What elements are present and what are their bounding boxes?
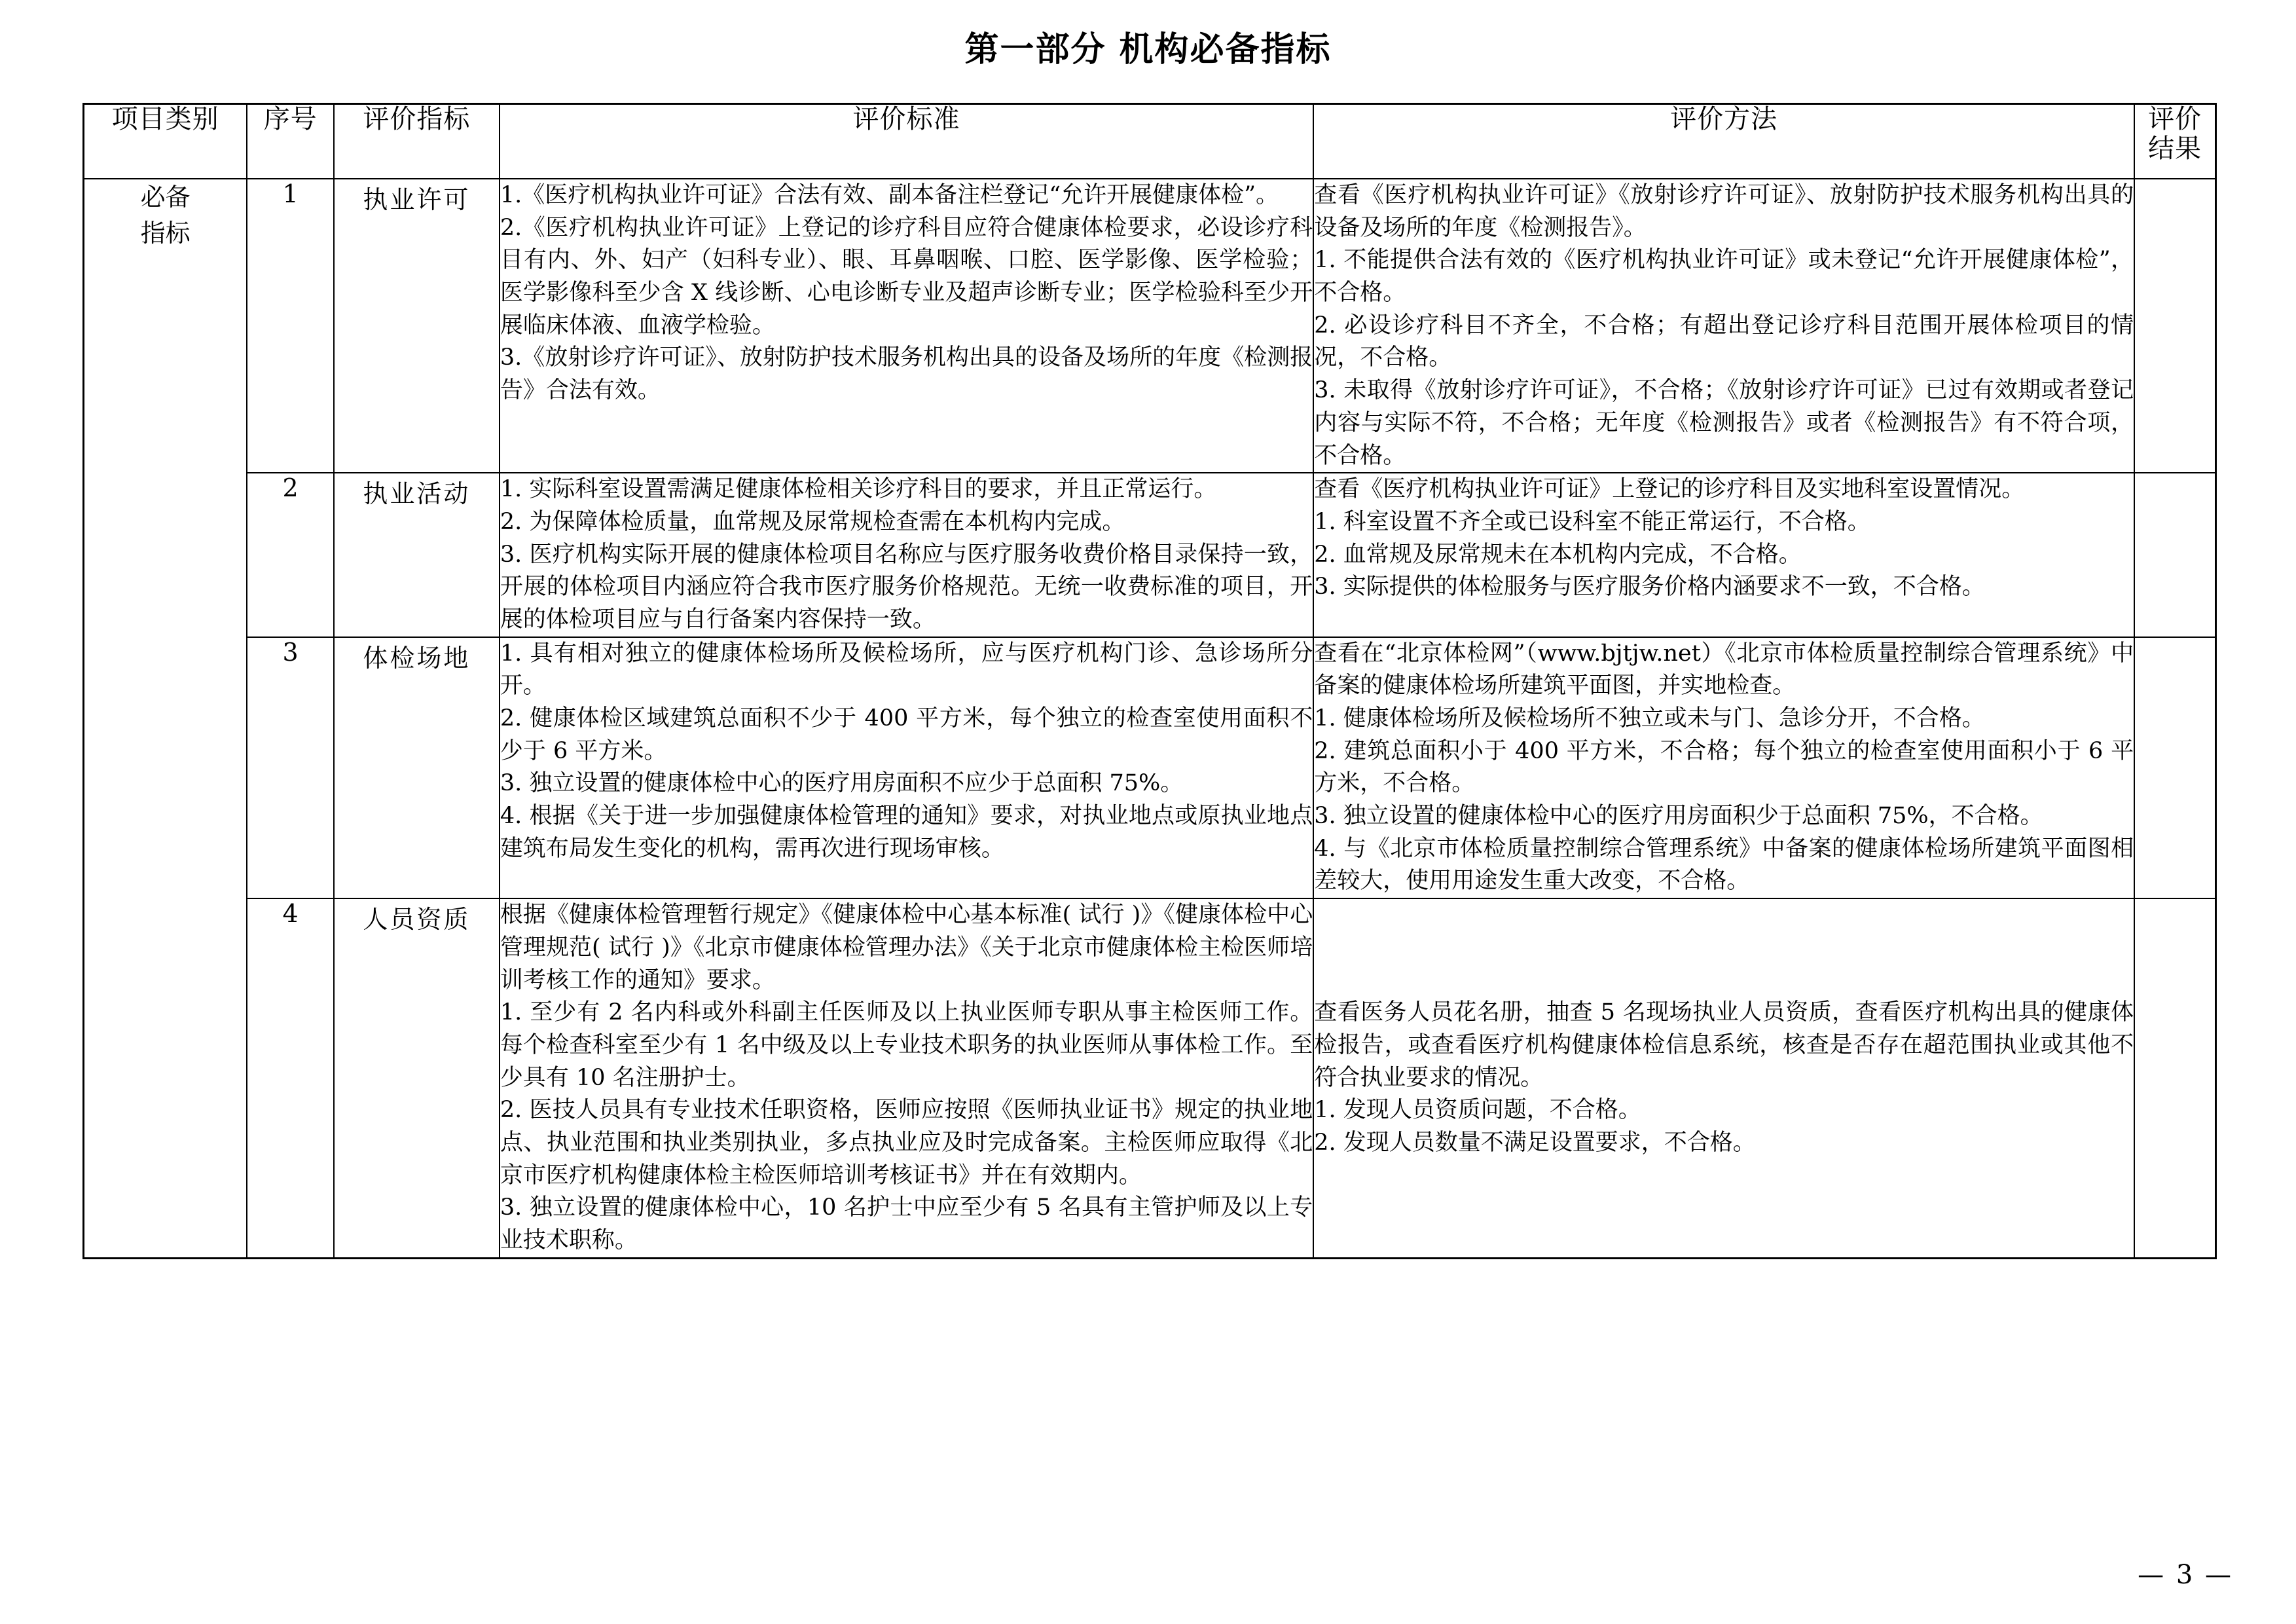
table-header-row xyxy=(84,104,2216,179)
column-header-indicator: 评价指标 xyxy=(334,104,500,179)
column-header-serial: 序号 xyxy=(247,104,334,179)
column-header-category: 项目类别 xyxy=(84,104,247,179)
cell-result[interactable] xyxy=(2134,898,2215,1258)
cell-result[interactable] xyxy=(2134,179,2215,473)
cell-serial: 4 xyxy=(247,898,334,1258)
cell-serial: 3 xyxy=(247,637,334,899)
cell-standard: 根据《健康体检管理暂行规定》《健康体检中心基本标准( 试行 )》《健康体检中心管理规范( 试行 )》《北京市健康体检管理办法》《关于北京市健康体检主检医师培训考核工作的通知》要求。 1. 至少有 2 名内科或外科副主任医师及以上执业医师专职从事主检医师工作。每个检查科室至少有 1 名中级及以上专业技术职务的执业医师从事体检工作。至少具有 10 名注册护士。 2. 医技人员具有专业技术任职资格，医师应按照《医师执业证书》规定的执业地点、执业范围和执业类别执业，多点执业应及时完成备案。主检医师应取得《北京市医疗机构健康体检主检医师培训考核证书》并在有效期内。 3. 独立设置的健康体检中心，10 名护士中应至少有 5 名具有主管护师及以上专业技术职称。 xyxy=(500,898,1313,1258)
page-number: — 3 — xyxy=(2138,1560,2233,1590)
cell-result[interactable] xyxy=(2134,637,2215,899)
cell-method: 查看医务人员花名册，抽查 5 名现场执业人员资质，查看医疗机构出具的健康体检报告，或查看医疗机构健康体检信息系统，核查是否存在超范围执业或其他不符合执业要求的情况。 1. 发现人员资质问题，不合格。 2. 发现人员数量不满足设置要求，不合格。 xyxy=(1313,898,2134,1258)
cell-serial: 1 xyxy=(247,179,334,473)
table-body xyxy=(84,179,2216,1258)
cell-indicator: 执业许可 xyxy=(334,179,500,473)
cell-standard: 1. 具有相对独立的健康体检场所及候检场所，应与医疗机构门诊、急诊场所分开。 2. 健康体检区域建筑总面积不少于 400 平方米，每个独立的检查室使用面积不少于 6 平方米。 3. 独立设置的健康体检中心的医疗用房面积不应少于总面积 75%。 4. 根据《关于进一步加强健康体检管理的通知》要求，对执业地点或原执业地点建筑布局发生变化的机构，需再次进行现场审核。 xyxy=(500,637,1313,899)
cell-standard: 1. 实际科室设置需满足健康体检相关诊疗科目的要求，并且正常运行。 2. 为保障体检质量，血常规及尿常规检查需在本机构内完成。 3. 医疗机构实际开展的健康体检项目名称应与医疗服务收费价格目录保持一致，开展的体检项目内涵应符合我市医疗服务价格规范。无统一收费标准的项目，开展的体检项目应与自行备案内容保持一致。 xyxy=(500,473,1313,637)
cell-serial: 2 xyxy=(247,473,334,637)
cell-category: 必备 指标 xyxy=(84,179,247,1258)
cell-result[interactable] xyxy=(2134,473,2215,637)
cell-indicator: 人员资质 xyxy=(334,898,500,1258)
column-header-method: 评价方法 xyxy=(1313,104,2134,179)
table-row xyxy=(84,473,2216,637)
table-row xyxy=(84,179,2216,473)
cell-method: 查看《医疗机构执业许可证》上登记的诊疗科目及实地科室设置情况。 1. 科室设置不齐全或已设科室不能正常运行，不合格。 2. 血常规及尿常规未在本机构内完成，不合格。 3. 实际提供的体检服务与医疗服务价格内涵要求不一致，不合格。 xyxy=(1313,473,2134,637)
cell-indicator: 体检场地 xyxy=(334,637,500,899)
table-row xyxy=(84,637,2216,899)
cell-indicator: 执业活动 xyxy=(334,473,500,637)
evaluation-table xyxy=(82,103,2217,1259)
column-header-standard: 评价标准 xyxy=(500,104,1313,179)
column-header-result: 评价结果 xyxy=(2134,104,2215,179)
cell-method: 查看《医疗机构执业许可证》《放射诊疗许可证》、放射防护技术服务机构出具的设备及场所的年度《检测报告》。 1. 不能提供合法有效的《医疗机构执业许可证》或未登记“允许开展健康体检”，不合格。 2. 必设诊疗科目不齐全，不合格；有超出登记诊疗科目范围开展体检项目的情况，不合格。 3. 未取得《放射诊疗许可证》，不合格；《放射诊疗许可证》已过有效期或者登记内容与实际不符，不合格；无年度《检测报告》或者《检测报告》有不符合项，不合格。 xyxy=(1313,179,2134,473)
cell-standard: 1.《医疗机构执业许可证》合法有效、副本备注栏登记“允许开展健康体检”。 2.《医疗机构执业许可证》上登记的诊疗科目应符合健康体检要求，必设诊疗科目有内、外、妇产（妇科专业）、眼、耳鼻咽喉、口腔、医学影像、医学检验；医学影像科至少含 X 线诊断、心电诊断专业及超声诊断专业；医学检验科至少开展临床体液、血液学检验。 3.《放射诊疗许可证》、放射防护技术服务机构出具的设备及场所的年度《检测报告》合法有效。 xyxy=(500,179,1313,473)
table-row xyxy=(84,898,2216,1258)
cell-method: 查看在“北京体检网”（www.bjtjw.net）《北京市体检质量控制综合管理系统》中备案的健康体检场所建筑平面图，并实地检查。 1. 健康体检场所及候检场所不独立或未与门、急诊分开，不合格。 2. 建筑总面积小于 400 平方米，不合格；每个独立的检查室使用面积小于 6 平方米，不合格。 3. 独立设置的健康体检中心的医疗用房面积少于总面积 75%，不合格。 4. 与《北京市体检质量控制综合管理系统》中备案的健康体检场所建筑平面图相差较大，使用用途发生重大改变，不合格。 xyxy=(1313,637,2134,899)
page-title: 第一部分 机构必备指标 xyxy=(964,30,1332,69)
